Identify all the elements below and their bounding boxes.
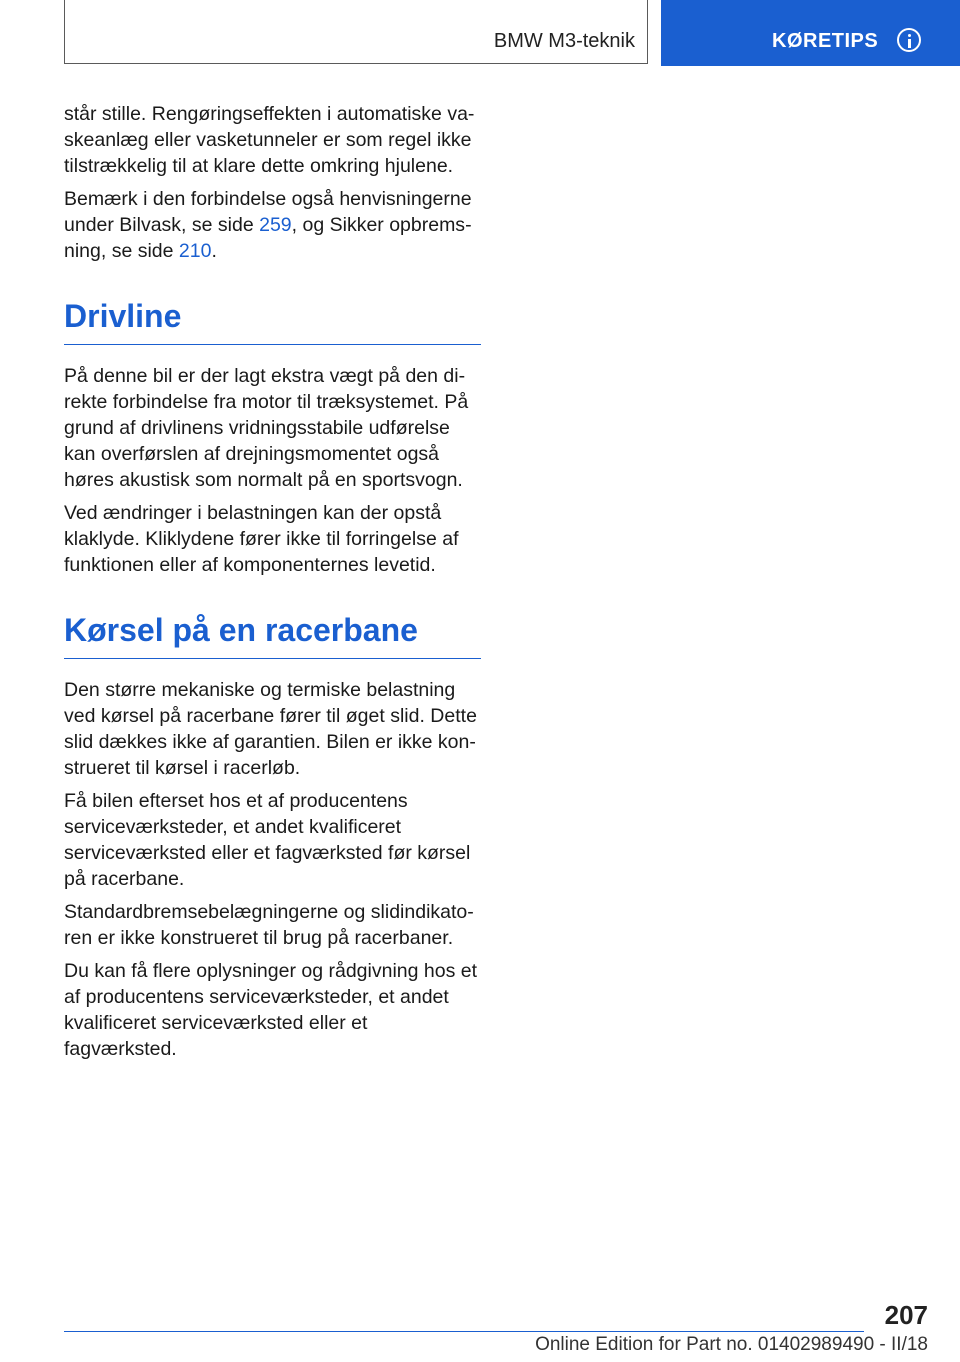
- intro-paragraph-1: står stille. Rengøringseffekten i automatiske vaskeanlæg eller vasketunneler er som regel ikke tilstrækkelig til at klare dette omkring hjulene.: [64, 103, 475, 177]
- header-section-title: KØRETIPS: [772, 30, 879, 52]
- racing-paragraph-4: Du kan få flere oplysninger og rådgivning hos et af producentens serviceværksteder, et andet kvalificeret serviceværksted eller et fagværksted.: [64, 960, 478, 1060]
- intro-text: , og Sikker opbremsning, se side: [64, 214, 472, 262]
- heading-racing: Kørsel på en racerbane: [64, 610, 481, 659]
- footer-edition: Online Edition for Part no. 01402989490 - II/18: [535, 1334, 928, 1355]
- racing-paragraph-1: Den større mekaniske og termiske belastning ved kørsel på racerbane fører til øget slid. Dette slid dækkes ikke af garantien. Bilen er ikke konstrueret til kørsel i racerløb.: [64, 679, 477, 779]
- header-section-tab[interactable]: [661, 0, 960, 66]
- info-icon[interactable]: [897, 28, 921, 52]
- drivline-paragraph-2: Ved ændringer i belastningen kan der opstå klaklyde. Kliklydene fører ikke til forringelse af funktionen eller af komponenternes levetid.: [64, 502, 459, 576]
- header-chapter-title: BMW M3-teknik: [493, 30, 635, 52]
- page-number: 207: [884, 1300, 928, 1330]
- main-column: [64, 101, 481, 1069]
- page-link-259[interactable]: 259: [259, 214, 292, 236]
- intro-paragraph-2: [64, 186, 481, 264]
- page-link-210[interactable]: 210: [178, 240, 212, 262]
- intro-text: Bemærk i den forbindelse også henvisningerne under Bilvask, se side: [64, 188, 472, 236]
- header-chapter-box: [64, 0, 648, 64]
- footer-divider: [64, 1331, 864, 1332]
- drivline-paragraph-1: På denne bil er der lagt ekstra vægt på den direkte forbindelse fra motor til træksystemet. På grund af drivlinens vridningsstabile udførelse kan overførslen af drejningsmomentet også høres akustisk som normalt på en sportsvogn.: [64, 365, 469, 491]
- heading-drivline: Drivline: [64, 296, 481, 345]
- racing-paragraph-3: Standardbremsebelægningerne og slidindikatoren er ikke konstrueret til brug på racerbaner.: [64, 901, 474, 949]
- intro-text: .: [211, 240, 217, 262]
- racing-paragraph-2: Få bilen efterset hos et af producentens serviceværksteder, et andet kvalificeret serviceværksted eller et fagværksted før kørsel på racerbane.: [64, 790, 471, 890]
